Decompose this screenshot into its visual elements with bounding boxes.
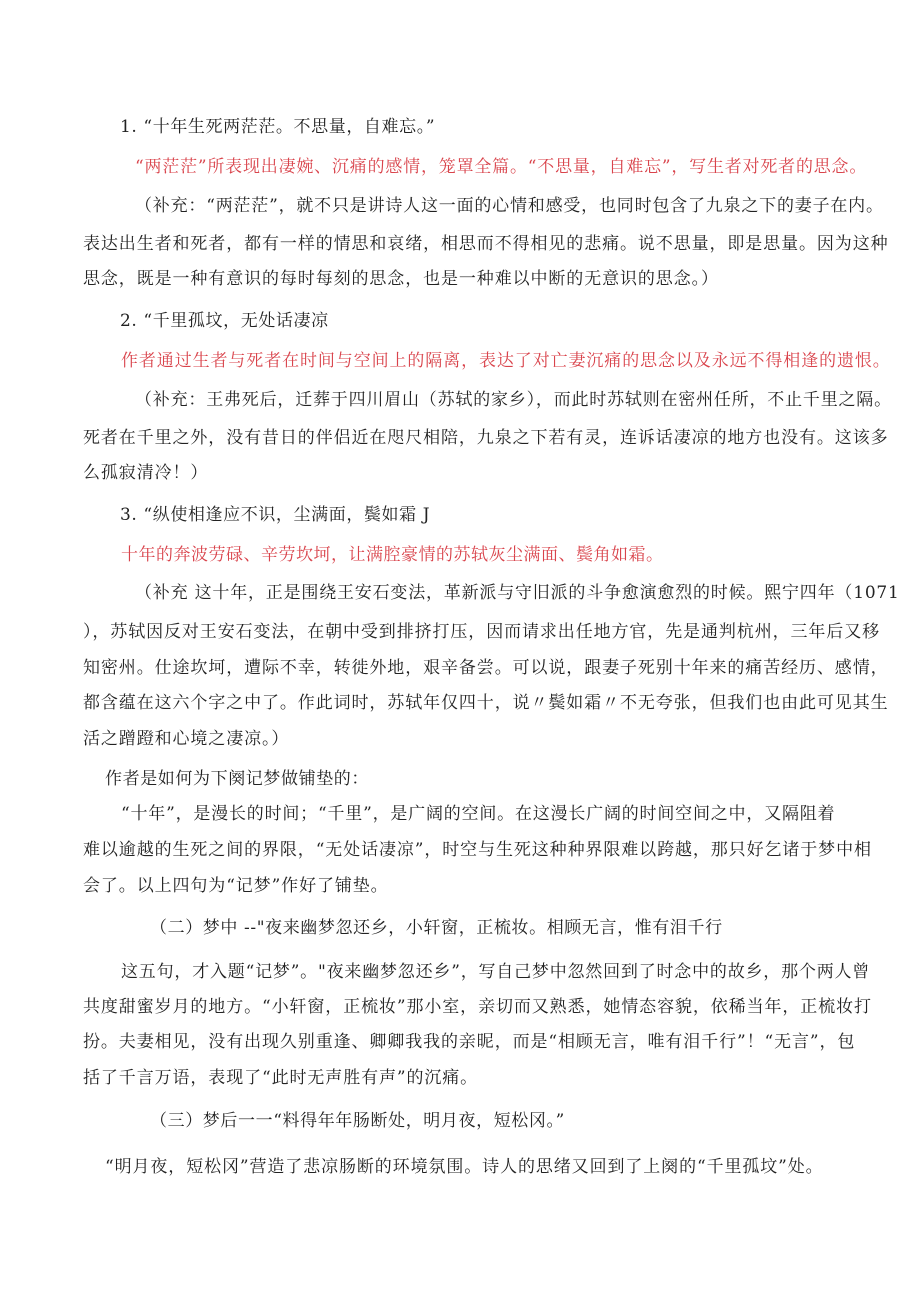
item-2-analysis: 作者通过生者与死者在时间与空间上的隔离，表达了对亡妻沉痛的思念以及永远不得相逢的遗恨。 — [121, 351, 891, 371]
section-2-body-line-4: 括了千言万语，表现了“此时无声胜有声”的沉痛。 — [83, 1068, 479, 1088]
item-3-supplement-line-2: ），苏轼因反对王安石变法，在朝中受到排挤打压，因而请求出任地方官，先是通判杭州，三年后又移 — [83, 622, 880, 642]
section-3-body-line-1: “明月夜，短松冈”营造了悲凉肠断的环境氛围。诗人的思绪又回到了上阕的“千里孤坟”处。 — [105, 1157, 824, 1177]
item-1-supplement-line-2: 表达出生者和死者，都有一样的情思和哀绪，相思而不得相见的悲痛。说不思量，即是思量。因为这种 — [83, 234, 889, 254]
item-2-heading: 2. “千里孤坟，无处话凄凉 — [120, 311, 329, 331]
section-2-body-line-2: 共度甜蜜岁月的地方。“小轩窗，正梳妆”那小室，亲切而又熟悉，她情态容貌，依稀当年，正梳妆打 — [83, 997, 872, 1017]
item-3-analysis: 十年的奔波劳碌、辛劳坎坷，让满腔豪情的苏轼灰尘满面、鬓角如霜。 — [121, 545, 664, 565]
item-3-supplement-line-5: 活之蹭蹬和心境之凄凉。） — [83, 729, 290, 749]
item-2-supplement-line-1: （补充：王弗死后，迁葬于四川眉山（苏轼的家乡），而此时苏轼则在密州任所，不止千里之隔。 — [135, 390, 892, 410]
item-3-heading: 3. “纵使相逢应不识，尘满面，鬓如霜 J — [120, 505, 431, 525]
section-2-body-line-3: 扮。夫妻相见，没有出现久别重逢、卿卿我我的亲昵，而是“相顾无言，唯有泪千行”！“无言”，包 — [83, 1032, 856, 1052]
item-2-supplement-line-3: 么孤寂清冷！） — [83, 463, 209, 483]
section-2-heading: （二）梦中 --"夜来幽梦忽还乡，小轩窗，正梳妆。相顾无言，惟有泪千行 — [150, 918, 723, 938]
section-3-heading: （三）梦后一一“料得年年肠断处，明月夜，短松冈。” — [150, 1111, 565, 1131]
item-1-analysis: “两茫茫”所表现出凄婉、沉痛的感情，笼罩全篇。“不思量，自难忘”，写生者对死者的思念。 — [135, 157, 868, 177]
item-1-heading: 1. “十年生死两茫茫。不思量，自难忘。” — [120, 117, 436, 137]
item-1-supplement-line-3: 思念，既是一种有意识的每时每刻的思念，也是一种难以中断的无意识的思念。） — [83, 269, 719, 289]
item-1-supplement-line-1: （补充：“两茫茫”，就不只是讲诗人这一面的心情和感受，也同时包含了九泉之下的妻子在内。 — [135, 196, 884, 216]
foreshadow-answer-line-2: 难以逾越的生死之间的界限，“无处话凄凉”，时空与生死这种种界限难以跨越，那只好乞诸于梦中相 — [83, 840, 872, 860]
foreshadow-answer-line-3: 会了。以上四句为“记梦”作好了铺垫。 — [83, 876, 389, 896]
item-3-supplement-line-4: 都含蕴在这六个字之中了。作此词时，苏轼年仅四十，说〃鬓如霜〃不无夸张，但我们也由此可见其生 — [83, 693, 889, 713]
foreshadow-question: 作者是如何为下阕记梦做铺垫的： — [105, 769, 369, 789]
item-3-supplement-line-3: 知密州。仕途坎坷，遭际不幸，转徙外地，艰辛备尝。可以说，跟妻子死别十年来的痛苦经历、感情， — [83, 658, 889, 678]
foreshadow-answer-line-1: “十年”，是漫长的时间；“千里”，是广阔的空间。在这漫长广阔的时间空间之中，又隔阻着 — [121, 804, 836, 824]
item-2-supplement-line-2: 死者在千里之外，没有昔日的伴侣近在咫尺相陪，九泉之下若有灵，连诉话凄凉的地方也没有。这该多 — [83, 428, 889, 448]
item-3-supplement-line-1: （补充 这十年，正是围绕王安石变法，革新派与守旧派的斗争愈演愈烈的时候。熙宁四年（1071 — [135, 583, 900, 603]
section-2-body-line-1: 这五句，才入题“记梦”。"夜来幽梦忽还乡”，写自己梦中忽然回到了时念中的故乡，那个两人曾 — [121, 962, 871, 982]
